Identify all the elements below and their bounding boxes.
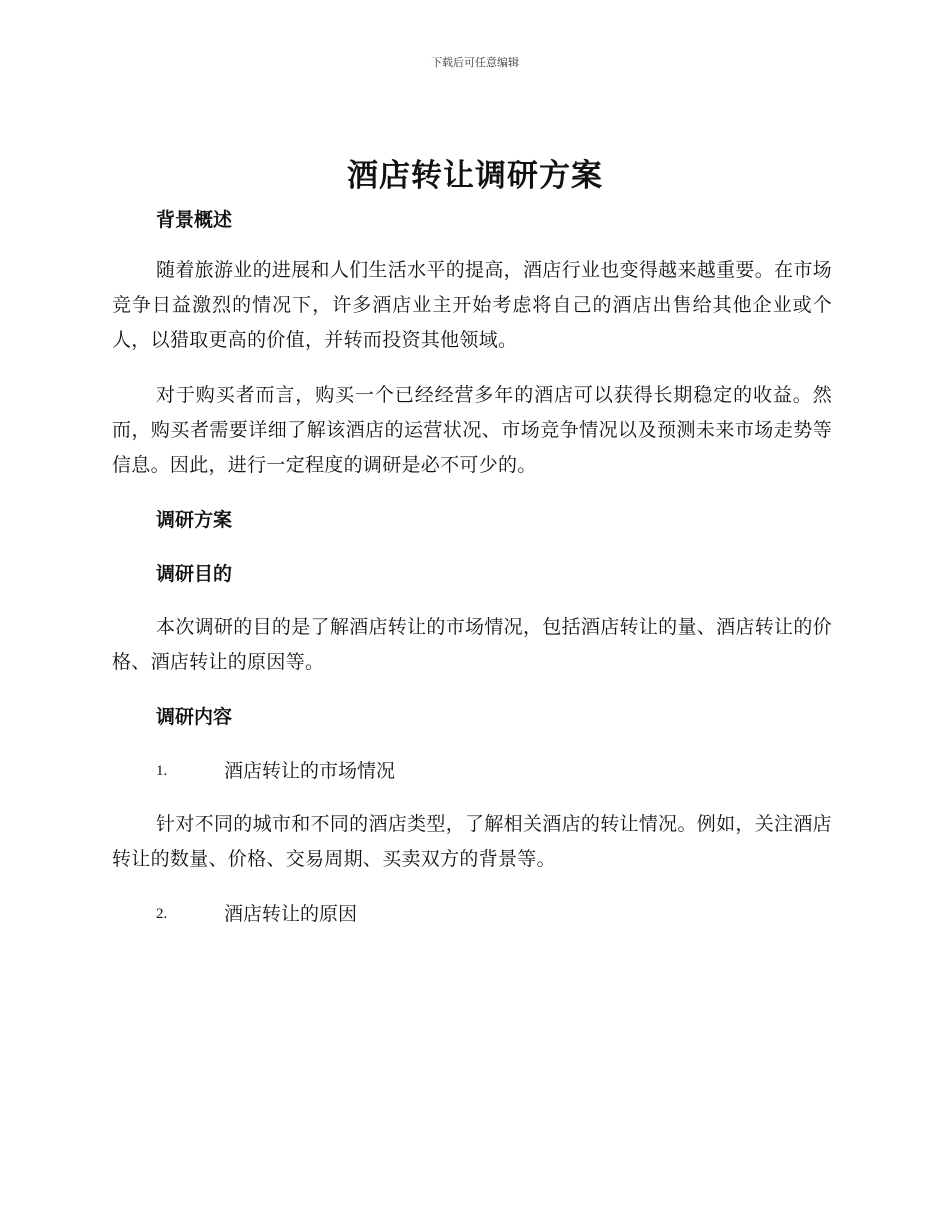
section-heading-plan: 调研方案 xyxy=(156,509,233,531)
section-heading-background: 背景概述 xyxy=(156,209,233,231)
paragraph-purpose: 本次调研的目的是了解酒店转让的市场情况，包括酒店转让的量、酒店转让的价格、酒店转让的原因等。 xyxy=(112,616,832,673)
header-note: 下载后可任意编辑 xyxy=(431,56,519,69)
list-text-1: 酒店转让的市场情况 xyxy=(224,760,396,782)
list-item-2 xyxy=(112,897,832,931)
list-text-2: 酒店转让的原因 xyxy=(224,903,358,925)
list-number-2: 2. xyxy=(156,906,168,922)
section-heading-content: 调研内容 xyxy=(156,706,233,728)
document-body xyxy=(112,203,832,931)
list-number-1: 1. xyxy=(156,763,168,779)
paragraph-background-1: 随着旅游业的进展和人们生活水平的提高，酒店行业也变得越来越重要。在市场竞争日益激烈的情况下，许多酒店业主开始考虑将自己的酒店出售给其他企业或个人，以猎取更高的价值，并转而投资其他领域。 xyxy=(112,259,832,351)
document-title: 酒店转让调研方案 xyxy=(347,158,603,194)
paragraph-background-2: 对于购买者而言，购买一个已经经营多年的酒店可以获得长期稳定的收益。然而，购买者需要详细了解该酒店的运营状况、市场竞争情况以及预测未来市场走势等信息。因此，进行一定程度的调研是必不可少的。 xyxy=(112,384,832,476)
section-heading-purpose: 调研目的 xyxy=(156,563,233,585)
list-item-1 xyxy=(112,754,832,788)
paragraph-item1-desc: 针对不同的城市和不同的酒店类型，了解相关酒店的转让情况。例如，关注酒店转让的数量、价格、交易周期、买卖双方的背景等。 xyxy=(112,813,832,870)
